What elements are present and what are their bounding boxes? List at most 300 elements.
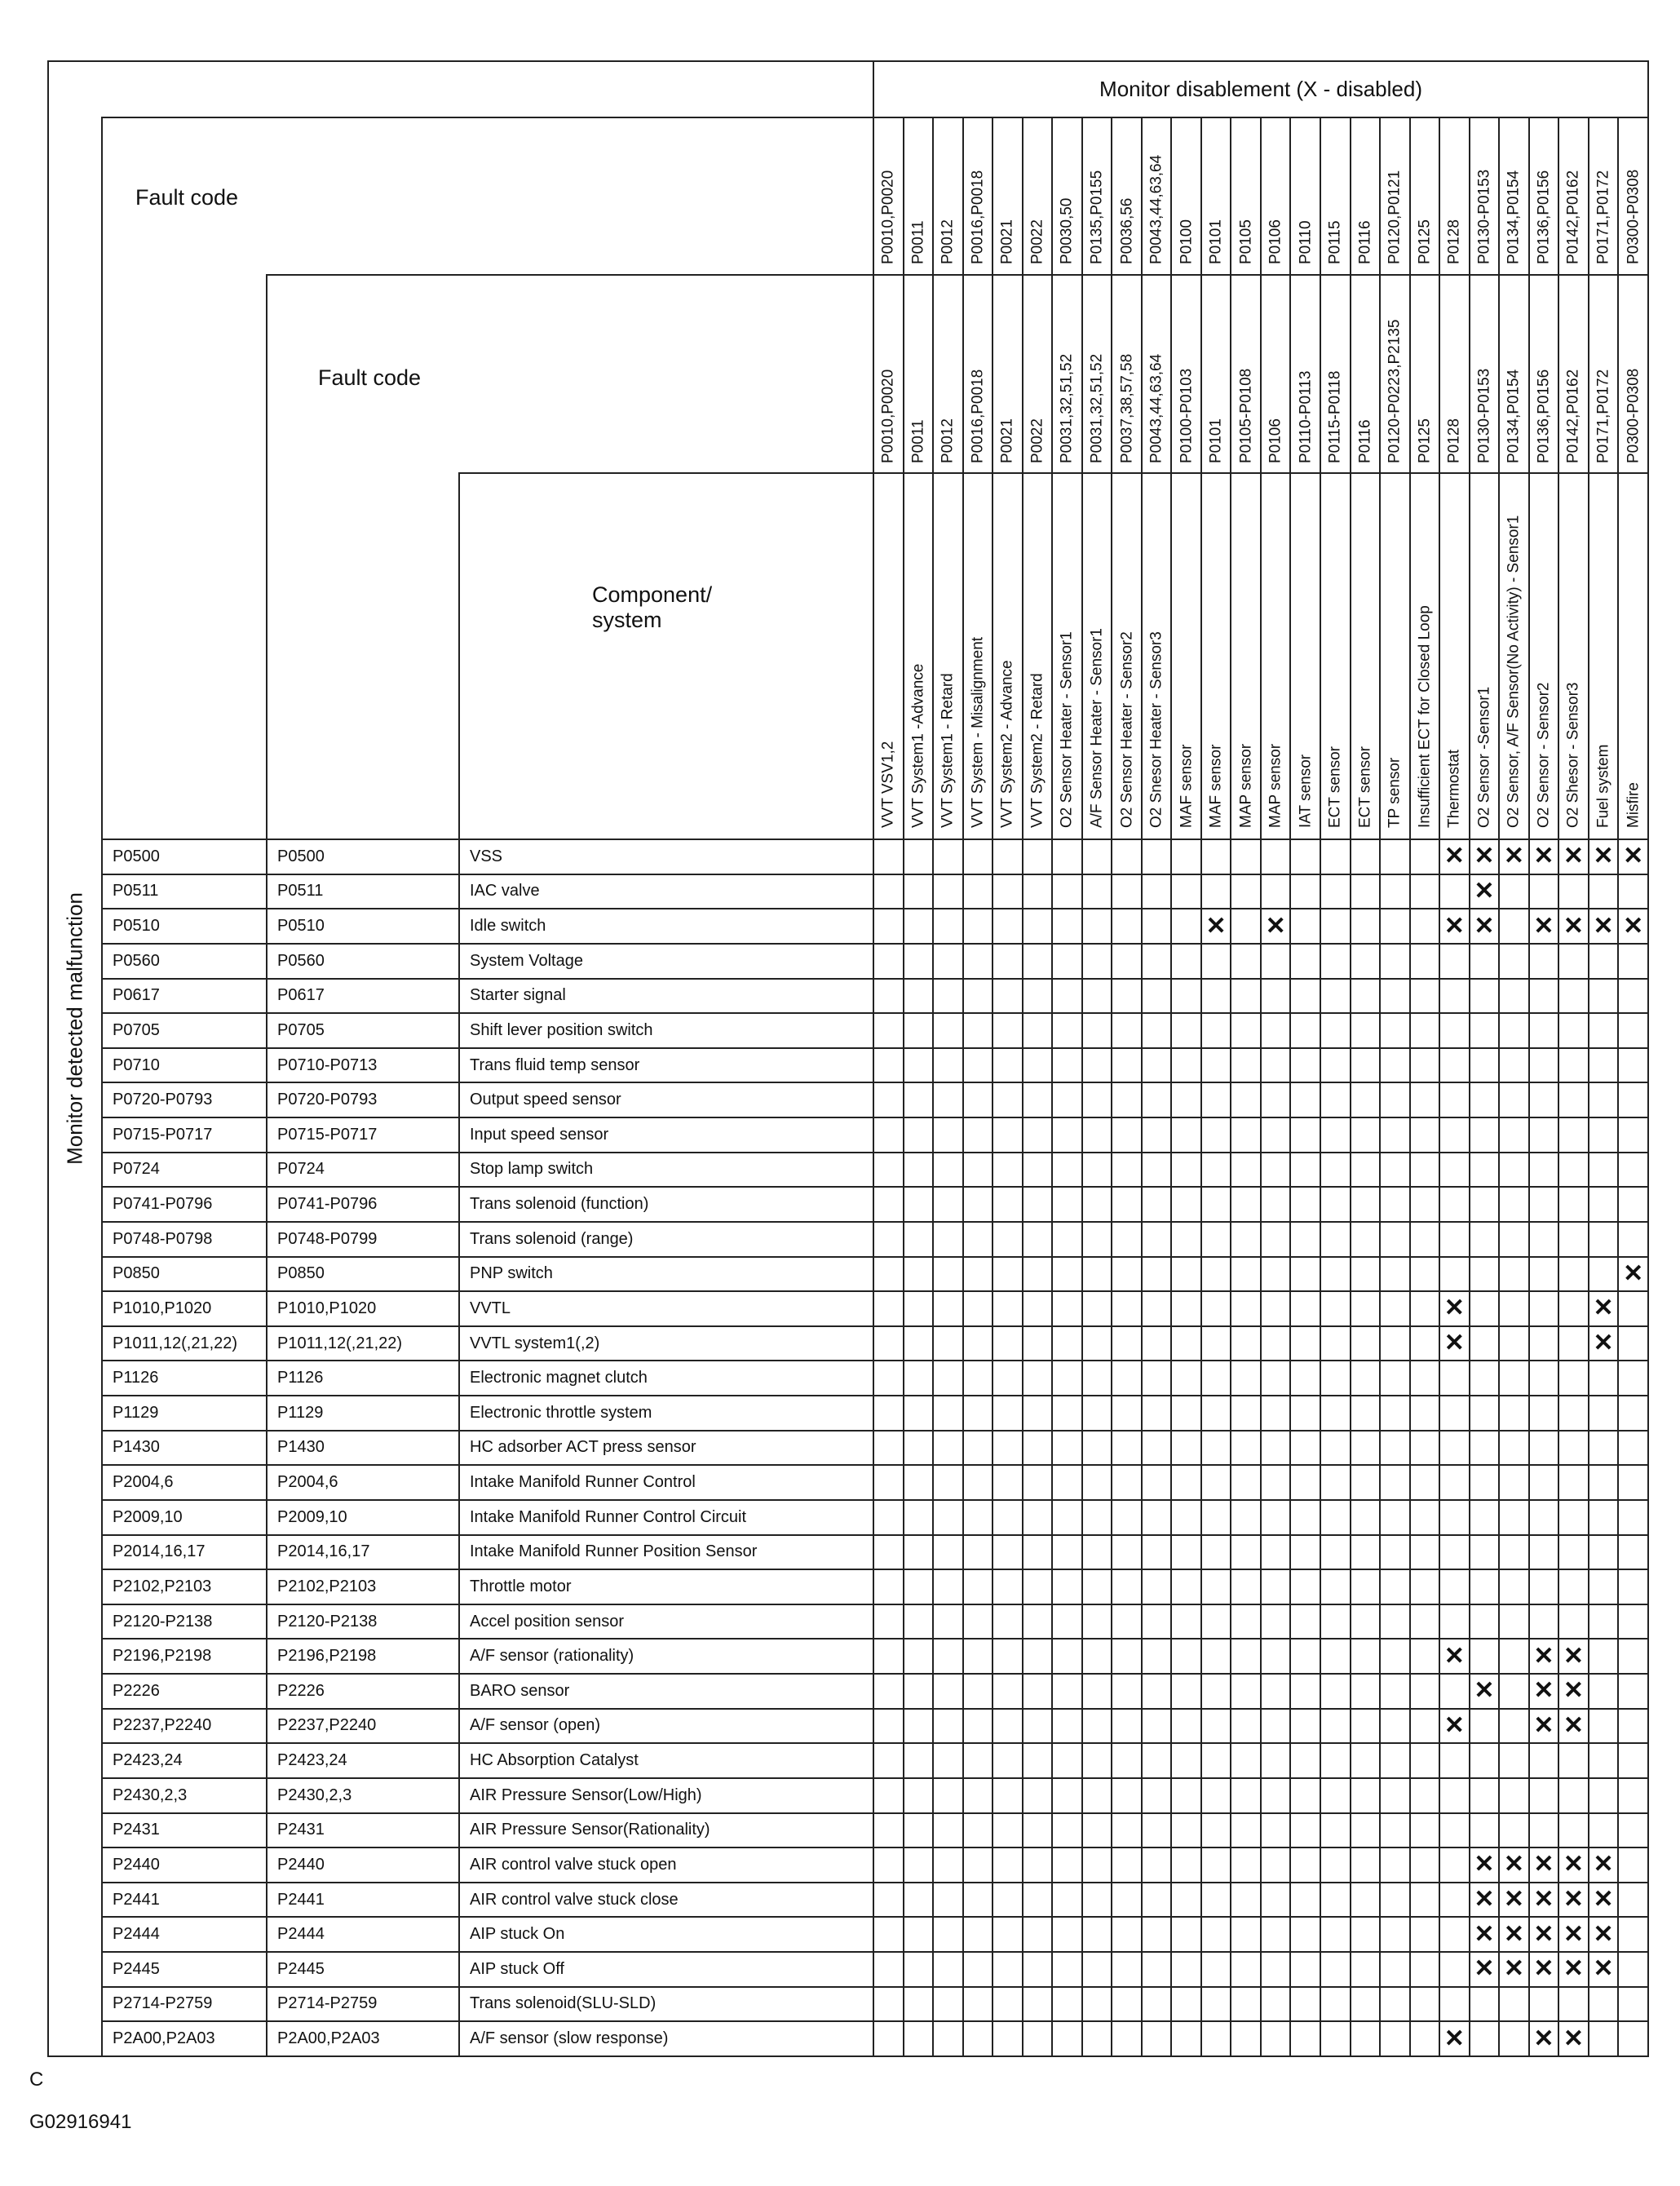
empty-cell bbox=[1231, 2021, 1261, 2056]
header-blank bbox=[267, 473, 459, 839]
empty-cell bbox=[1380, 1326, 1410, 1361]
empty-cell bbox=[1112, 1431, 1142, 1466]
col-code1: P0011 bbox=[909, 220, 927, 265]
table-row bbox=[48, 1883, 1648, 1918]
row-component: A/F sensor (slow response) bbox=[459, 2021, 873, 2056]
empty-cell bbox=[1052, 1187, 1082, 1222]
empty-cell bbox=[1142, 1847, 1172, 1883]
empty-cell bbox=[933, 1883, 963, 1918]
empty-cell bbox=[1142, 1952, 1172, 1987]
empty-cell bbox=[1470, 1743, 1500, 1778]
empty-cell bbox=[1261, 1500, 1291, 1535]
empty-cell bbox=[1470, 1048, 1500, 1083]
empty-cell bbox=[1410, 1257, 1440, 1292]
empty-cell bbox=[1351, 1987, 1381, 2022]
empty-cell bbox=[1589, 1082, 1619, 1117]
empty-cell bbox=[1380, 1743, 1410, 1778]
empty-cell bbox=[1171, 1465, 1201, 1500]
col-code1: P0021 bbox=[998, 219, 1016, 265]
empty-cell bbox=[1529, 1013, 1559, 1048]
col-component-cell bbox=[1171, 473, 1201, 839]
empty-cell bbox=[1171, 1291, 1201, 1326]
empty-cell bbox=[1618, 1604, 1648, 1640]
empty-cell bbox=[1558, 1187, 1589, 1222]
empty-cell bbox=[1082, 1813, 1112, 1848]
row-component: Intake Manifold Runner Control Circuit bbox=[459, 1500, 873, 1535]
empty-cell bbox=[873, 1291, 904, 1326]
col-code1: P0101 bbox=[1207, 219, 1225, 265]
table-row bbox=[48, 1048, 1648, 1083]
col-code1: P0134,P0154 bbox=[1505, 170, 1523, 265]
empty-cell bbox=[1618, 1187, 1648, 1222]
row-code2: P2009,10 bbox=[267, 1500, 459, 1535]
empty-cell bbox=[873, 1569, 904, 1604]
empty-cell bbox=[873, 909, 904, 944]
empty-cell bbox=[1320, 1709, 1351, 1744]
empty-cell bbox=[1618, 1883, 1648, 1918]
empty-cell bbox=[1142, 1361, 1172, 1396]
empty-cell bbox=[1261, 1326, 1291, 1361]
row-code1: P2226 bbox=[102, 1674, 267, 1709]
empty-cell bbox=[1082, 1743, 1112, 1778]
row-component: Idle switch bbox=[459, 909, 873, 944]
col-code2-cell bbox=[1470, 275, 1500, 474]
row-code2: P2196,P2198 bbox=[267, 1639, 459, 1674]
empty-cell bbox=[1529, 1604, 1559, 1640]
header-row-component bbox=[48, 473, 1648, 839]
empty-cell bbox=[933, 839, 963, 874]
col-code2-cell bbox=[1112, 275, 1142, 474]
empty-cell bbox=[1320, 1013, 1351, 1048]
empty-cell bbox=[1261, 1291, 1291, 1326]
empty-cell bbox=[1082, 1987, 1112, 2022]
col-code2: P0136,P0156 bbox=[1535, 369, 1553, 463]
col-code1-cell bbox=[1320, 117, 1351, 275]
empty-cell bbox=[933, 1639, 963, 1674]
disabled-mark: ✕ bbox=[1470, 1952, 1500, 1987]
row-code2: P1430 bbox=[267, 1431, 459, 1466]
empty-cell bbox=[1231, 979, 1261, 1014]
empty-cell bbox=[1052, 1465, 1082, 1500]
empty-cell bbox=[1380, 874, 1410, 909]
empty-cell bbox=[963, 979, 993, 1014]
empty-cell bbox=[1231, 1222, 1261, 1257]
disabled-mark: ✕ bbox=[1439, 1639, 1470, 1674]
empty-cell bbox=[1201, 2021, 1231, 2056]
col-code2: P0101 bbox=[1207, 418, 1225, 463]
empty-cell bbox=[1231, 1361, 1261, 1396]
empty-cell bbox=[873, 944, 904, 979]
empty-cell bbox=[1142, 1743, 1172, 1778]
empty-cell bbox=[963, 1257, 993, 1292]
empty-cell bbox=[1499, 979, 1529, 1014]
empty-cell bbox=[1320, 1396, 1351, 1431]
col-code1-cell bbox=[1439, 117, 1470, 275]
disabled-mark: ✕ bbox=[1499, 1847, 1529, 1883]
empty-cell bbox=[1231, 909, 1261, 944]
empty-cell bbox=[1023, 944, 1053, 979]
empty-cell bbox=[1112, 1917, 1142, 1952]
row-component: VVTL system1(,2) bbox=[459, 1326, 873, 1361]
empty-cell bbox=[1052, 1117, 1082, 1153]
empty-cell bbox=[1499, 1604, 1529, 1640]
empty-cell bbox=[1171, 909, 1201, 944]
empty-cell bbox=[1618, 1396, 1648, 1431]
col-code1-cell bbox=[1290, 117, 1320, 275]
empty-cell bbox=[904, 1257, 934, 1292]
col-component: VVT VSV1,2 bbox=[879, 741, 897, 828]
row-code2: P2431 bbox=[267, 1813, 459, 1848]
empty-cell bbox=[1112, 1013, 1142, 1048]
empty-cell bbox=[904, 1291, 934, 1326]
disabled-mark: ✕ bbox=[1529, 1674, 1559, 1709]
table-row bbox=[48, 1431, 1648, 1466]
empty-cell bbox=[1171, 1952, 1201, 1987]
col-component-cell bbox=[963, 473, 993, 839]
empty-cell bbox=[1589, 1431, 1619, 1466]
empty-cell bbox=[1320, 1847, 1351, 1883]
empty-cell bbox=[1171, 1431, 1201, 1466]
empty-cell bbox=[1171, 1222, 1201, 1257]
col-component: TP sensor bbox=[1386, 757, 1404, 828]
empty-cell bbox=[1290, 1291, 1320, 1326]
row-code1: P2431 bbox=[102, 1813, 267, 1848]
empty-cell bbox=[1261, 944, 1291, 979]
empty-cell bbox=[1052, 1917, 1082, 1952]
empty-cell bbox=[1410, 1883, 1440, 1918]
empty-cell bbox=[963, 1187, 993, 1222]
empty-cell bbox=[1082, 1709, 1112, 1744]
row-code1: P2A00,P2A03 bbox=[102, 2021, 267, 2056]
empty-cell bbox=[1470, 1117, 1500, 1153]
empty-cell bbox=[1201, 979, 1231, 1014]
empty-cell bbox=[1142, 1883, 1172, 1918]
empty-cell bbox=[1231, 1257, 1261, 1292]
empty-cell bbox=[1171, 1153, 1201, 1188]
empty-cell bbox=[1261, 1257, 1291, 1292]
empty-cell bbox=[1112, 1535, 1142, 1570]
empty-cell bbox=[1261, 1952, 1291, 1987]
empty-cell bbox=[1231, 1117, 1261, 1153]
col-code2-cell bbox=[1142, 275, 1172, 474]
row-component: AIR Pressure Sensor(Rationality) bbox=[459, 1813, 873, 1848]
empty-cell bbox=[1499, 1431, 1529, 1466]
empty-cell bbox=[933, 909, 963, 944]
empty-cell bbox=[963, 1883, 993, 1918]
empty-cell bbox=[1290, 2021, 1320, 2056]
empty-cell bbox=[1023, 1639, 1053, 1674]
empty-cell bbox=[1142, 1048, 1172, 1083]
empty-cell bbox=[1290, 1500, 1320, 1535]
empty-cell bbox=[1082, 1117, 1112, 1153]
empty-cell bbox=[1052, 1396, 1082, 1431]
col-component-cell bbox=[1023, 473, 1053, 839]
empty-cell bbox=[1082, 1048, 1112, 1083]
table-row bbox=[48, 909, 1648, 944]
empty-cell bbox=[1410, 1813, 1440, 1848]
empty-cell bbox=[963, 1604, 993, 1640]
empty-cell bbox=[1231, 1674, 1261, 1709]
empty-cell bbox=[904, 1709, 934, 1744]
empty-cell bbox=[1558, 1604, 1589, 1640]
empty-cell bbox=[1052, 1604, 1082, 1640]
empty-cell bbox=[1380, 1952, 1410, 1987]
empty-cell bbox=[1112, 1326, 1142, 1361]
row-code1: P2444 bbox=[102, 1917, 267, 1952]
disabled-mark: ✕ bbox=[1499, 1917, 1529, 1952]
disabled-mark: ✕ bbox=[1558, 1709, 1589, 1744]
row-component: PNP switch bbox=[459, 1257, 873, 1292]
empty-cell bbox=[1351, 1535, 1381, 1570]
empty-cell bbox=[1320, 1048, 1351, 1083]
empty-cell bbox=[1558, 1013, 1589, 1048]
empty-cell bbox=[1320, 1326, 1351, 1361]
col-code1-cell bbox=[1201, 117, 1231, 275]
disabled-mark: ✕ bbox=[1589, 839, 1619, 874]
empty-cell bbox=[1290, 1257, 1320, 1292]
empty-cell bbox=[1082, 1569, 1112, 1604]
empty-cell bbox=[1380, 1013, 1410, 1048]
empty-cell bbox=[1023, 1604, 1053, 1640]
empty-cell bbox=[1351, 839, 1381, 874]
disabled-mark: ✕ bbox=[1470, 839, 1500, 874]
empty-cell bbox=[1261, 1639, 1291, 1674]
table-row bbox=[48, 1813, 1648, 1848]
empty-cell bbox=[963, 1326, 993, 1361]
row-component: HC adsorber ACT press sensor bbox=[459, 1431, 873, 1466]
empty-cell bbox=[933, 1326, 963, 1361]
row-code2: P1129 bbox=[267, 1396, 459, 1431]
table-row bbox=[48, 1326, 1648, 1361]
empty-cell bbox=[1023, 1883, 1053, 1918]
col-code2: P0043,44,63,64 bbox=[1147, 353, 1165, 463]
col-component-cell bbox=[1439, 473, 1470, 839]
empty-cell bbox=[1142, 1396, 1172, 1431]
empty-cell bbox=[1201, 1674, 1231, 1709]
row-code1: P2237,P2240 bbox=[102, 1709, 267, 1744]
col-code2-cell bbox=[1320, 275, 1351, 474]
row-code2: P0500 bbox=[267, 839, 459, 874]
empty-cell bbox=[1082, 1847, 1112, 1883]
empty-cell bbox=[1142, 1326, 1172, 1361]
disabled-mark: ✕ bbox=[1439, 1326, 1470, 1361]
disabled-mark: ✕ bbox=[1529, 1847, 1559, 1883]
empty-cell bbox=[1142, 1465, 1172, 1500]
empty-cell bbox=[1410, 944, 1440, 979]
empty-cell bbox=[1082, 1639, 1112, 1674]
empty-cell bbox=[1380, 1709, 1410, 1744]
row-code1: P2714-P2759 bbox=[102, 1987, 267, 2022]
empty-cell bbox=[1082, 1535, 1112, 1570]
col-code2-cell bbox=[1529, 275, 1559, 474]
empty-cell bbox=[904, 1569, 934, 1604]
table-row bbox=[48, 1187, 1648, 1222]
empty-cell bbox=[963, 1987, 993, 2022]
empty-cell bbox=[1171, 1674, 1201, 1709]
empty-cell bbox=[1499, 1500, 1529, 1535]
col-code1: P0136,P0156 bbox=[1535, 170, 1553, 265]
col-code2-cell bbox=[1410, 275, 1440, 474]
empty-cell bbox=[1023, 1500, 1053, 1535]
col-code1-cell bbox=[1618, 117, 1648, 275]
col-code1: P0016,P0018 bbox=[969, 170, 987, 265]
empty-cell bbox=[1023, 1709, 1053, 1744]
col-code2: P0142,P0162 bbox=[1564, 369, 1582, 463]
empty-cell bbox=[1052, 1153, 1082, 1188]
empty-cell bbox=[1142, 1674, 1172, 1709]
empty-cell bbox=[1410, 909, 1440, 944]
empty-cell bbox=[933, 1291, 963, 1326]
empty-cell bbox=[1439, 1987, 1470, 2022]
empty-cell bbox=[1261, 1535, 1291, 1570]
empty-cell bbox=[933, 1117, 963, 1153]
empty-cell bbox=[904, 2021, 934, 2056]
empty-cell bbox=[1589, 1361, 1619, 1396]
row-component: Trans solenoid(SLU-SLD) bbox=[459, 1987, 873, 2022]
empty-cell bbox=[1082, 1883, 1112, 1918]
col-code2-cell bbox=[993, 275, 1023, 474]
empty-cell bbox=[1618, 1952, 1648, 1987]
col-code1: P0010,P0020 bbox=[879, 170, 897, 265]
row-code2: P2237,P2240 bbox=[267, 1709, 459, 1744]
fault-code-label-1: Fault code bbox=[135, 185, 239, 210]
col-code2: P0130-P0153 bbox=[1475, 368, 1493, 463]
col-code2-cell bbox=[1171, 275, 1201, 474]
empty-cell bbox=[1052, 1987, 1082, 2022]
empty-cell bbox=[904, 944, 934, 979]
col-component-cell bbox=[1351, 473, 1381, 839]
row-code1: P0510 bbox=[102, 909, 267, 944]
empty-cell bbox=[1589, 1013, 1619, 1048]
empty-cell bbox=[1290, 1187, 1320, 1222]
col-code2-cell bbox=[1082, 275, 1112, 474]
empty-cell bbox=[904, 1465, 934, 1500]
empty-cell bbox=[1261, 1222, 1291, 1257]
empty-cell bbox=[933, 874, 963, 909]
empty-cell bbox=[1082, 1361, 1112, 1396]
empty-cell bbox=[1142, 1257, 1172, 1292]
empty-cell bbox=[1052, 979, 1082, 1014]
empty-cell bbox=[1201, 1257, 1231, 1292]
table-row bbox=[48, 1917, 1648, 1952]
empty-cell bbox=[873, 839, 904, 874]
figure-id: G02916941 bbox=[29, 2111, 132, 2133]
empty-cell bbox=[1410, 979, 1440, 1014]
empty-cell bbox=[904, 1153, 934, 1188]
empty-cell bbox=[1499, 1465, 1529, 1500]
empty-cell bbox=[1023, 1952, 1053, 1987]
empty-cell bbox=[1231, 1187, 1261, 1222]
empty-cell bbox=[1410, 1709, 1440, 1744]
empty-cell bbox=[1142, 944, 1172, 979]
col-code2: P0105-P0108 bbox=[1237, 368, 1255, 463]
empty-cell bbox=[1380, 1883, 1410, 1918]
empty-cell bbox=[1351, 1326, 1381, 1361]
empty-cell bbox=[1351, 909, 1381, 944]
empty-cell bbox=[1470, 1639, 1500, 1674]
empty-cell bbox=[1052, 1569, 1082, 1604]
col-code2-cell bbox=[1290, 275, 1320, 474]
empty-cell bbox=[1618, 2021, 1648, 2056]
empty-cell bbox=[1052, 1778, 1082, 1813]
empty-cell bbox=[1052, 1709, 1082, 1744]
empty-cell bbox=[1618, 1535, 1648, 1570]
empty-cell bbox=[1023, 979, 1053, 1014]
row-code2: P0617 bbox=[267, 979, 459, 1014]
col-component-cell bbox=[1410, 473, 1440, 839]
empty-cell bbox=[963, 1117, 993, 1153]
empty-cell bbox=[993, 1396, 1023, 1431]
col-code1-cell bbox=[1171, 117, 1201, 275]
empty-cell bbox=[1439, 1117, 1470, 1153]
empty-cell bbox=[1320, 1117, 1351, 1153]
empty-cell bbox=[1261, 1604, 1291, 1640]
table-row bbox=[48, 1709, 1648, 1744]
empty-cell bbox=[1380, 839, 1410, 874]
empty-cell bbox=[873, 1917, 904, 1952]
disabled-mark: ✕ bbox=[1529, 2021, 1559, 2056]
col-component: VVT System - Misalignment bbox=[969, 636, 987, 828]
monitor-disablement-title: Monitor disablement (X - disabled) bbox=[873, 61, 1648, 117]
table-row bbox=[48, 1987, 1648, 2022]
empty-cell bbox=[1023, 1569, 1053, 1604]
empty-cell bbox=[1558, 874, 1589, 909]
empty-cell bbox=[933, 979, 963, 1014]
empty-cell bbox=[1380, 1361, 1410, 1396]
empty-cell bbox=[1082, 909, 1112, 944]
empty-cell bbox=[1380, 1674, 1410, 1709]
row-component: AIR control valve stuck close bbox=[459, 1883, 873, 1918]
col-code2: P0134,P0154 bbox=[1505, 369, 1523, 463]
empty-cell bbox=[1320, 1082, 1351, 1117]
empty-cell bbox=[1380, 909, 1410, 944]
empty-cell bbox=[1320, 1639, 1351, 1674]
empty-cell bbox=[1171, 1639, 1201, 1674]
empty-cell bbox=[1529, 1743, 1559, 1778]
col-code2: P0031,32,51,52 bbox=[1088, 353, 1106, 463]
empty-cell bbox=[1112, 1465, 1142, 1500]
empty-cell bbox=[1529, 1291, 1559, 1326]
empty-cell bbox=[873, 1187, 904, 1222]
disabled-mark: ✕ bbox=[1470, 874, 1500, 909]
col-code1: P0030,50 bbox=[1058, 198, 1076, 265]
empty-cell bbox=[1112, 1187, 1142, 1222]
table-row bbox=[48, 1257, 1648, 1292]
side-label: Monitor detected malfunction bbox=[62, 892, 87, 1165]
row-code1: P2445 bbox=[102, 1952, 267, 1987]
empty-cell bbox=[1351, 1187, 1381, 1222]
empty-cell bbox=[1499, 2021, 1529, 2056]
empty-cell bbox=[873, 1743, 904, 1778]
empty-cell bbox=[1082, 944, 1112, 979]
row-component: Electronic throttle system bbox=[459, 1396, 873, 1431]
empty-cell bbox=[1290, 1674, 1320, 1709]
empty-cell bbox=[1320, 1257, 1351, 1292]
empty-cell bbox=[1320, 1431, 1351, 1466]
empty-cell bbox=[1201, 1813, 1231, 1848]
empty-cell bbox=[1470, 1361, 1500, 1396]
row-code1: P0511 bbox=[102, 874, 267, 909]
empty-cell bbox=[1558, 1117, 1589, 1153]
empty-cell bbox=[933, 1153, 963, 1188]
empty-cell bbox=[1470, 1013, 1500, 1048]
empty-cell bbox=[1410, 1187, 1440, 1222]
col-code1-cell bbox=[1410, 117, 1440, 275]
row-component: Shift lever position switch bbox=[459, 1013, 873, 1048]
empty-cell bbox=[1320, 839, 1351, 874]
empty-cell bbox=[1410, 1535, 1440, 1570]
empty-cell bbox=[1410, 1048, 1440, 1083]
